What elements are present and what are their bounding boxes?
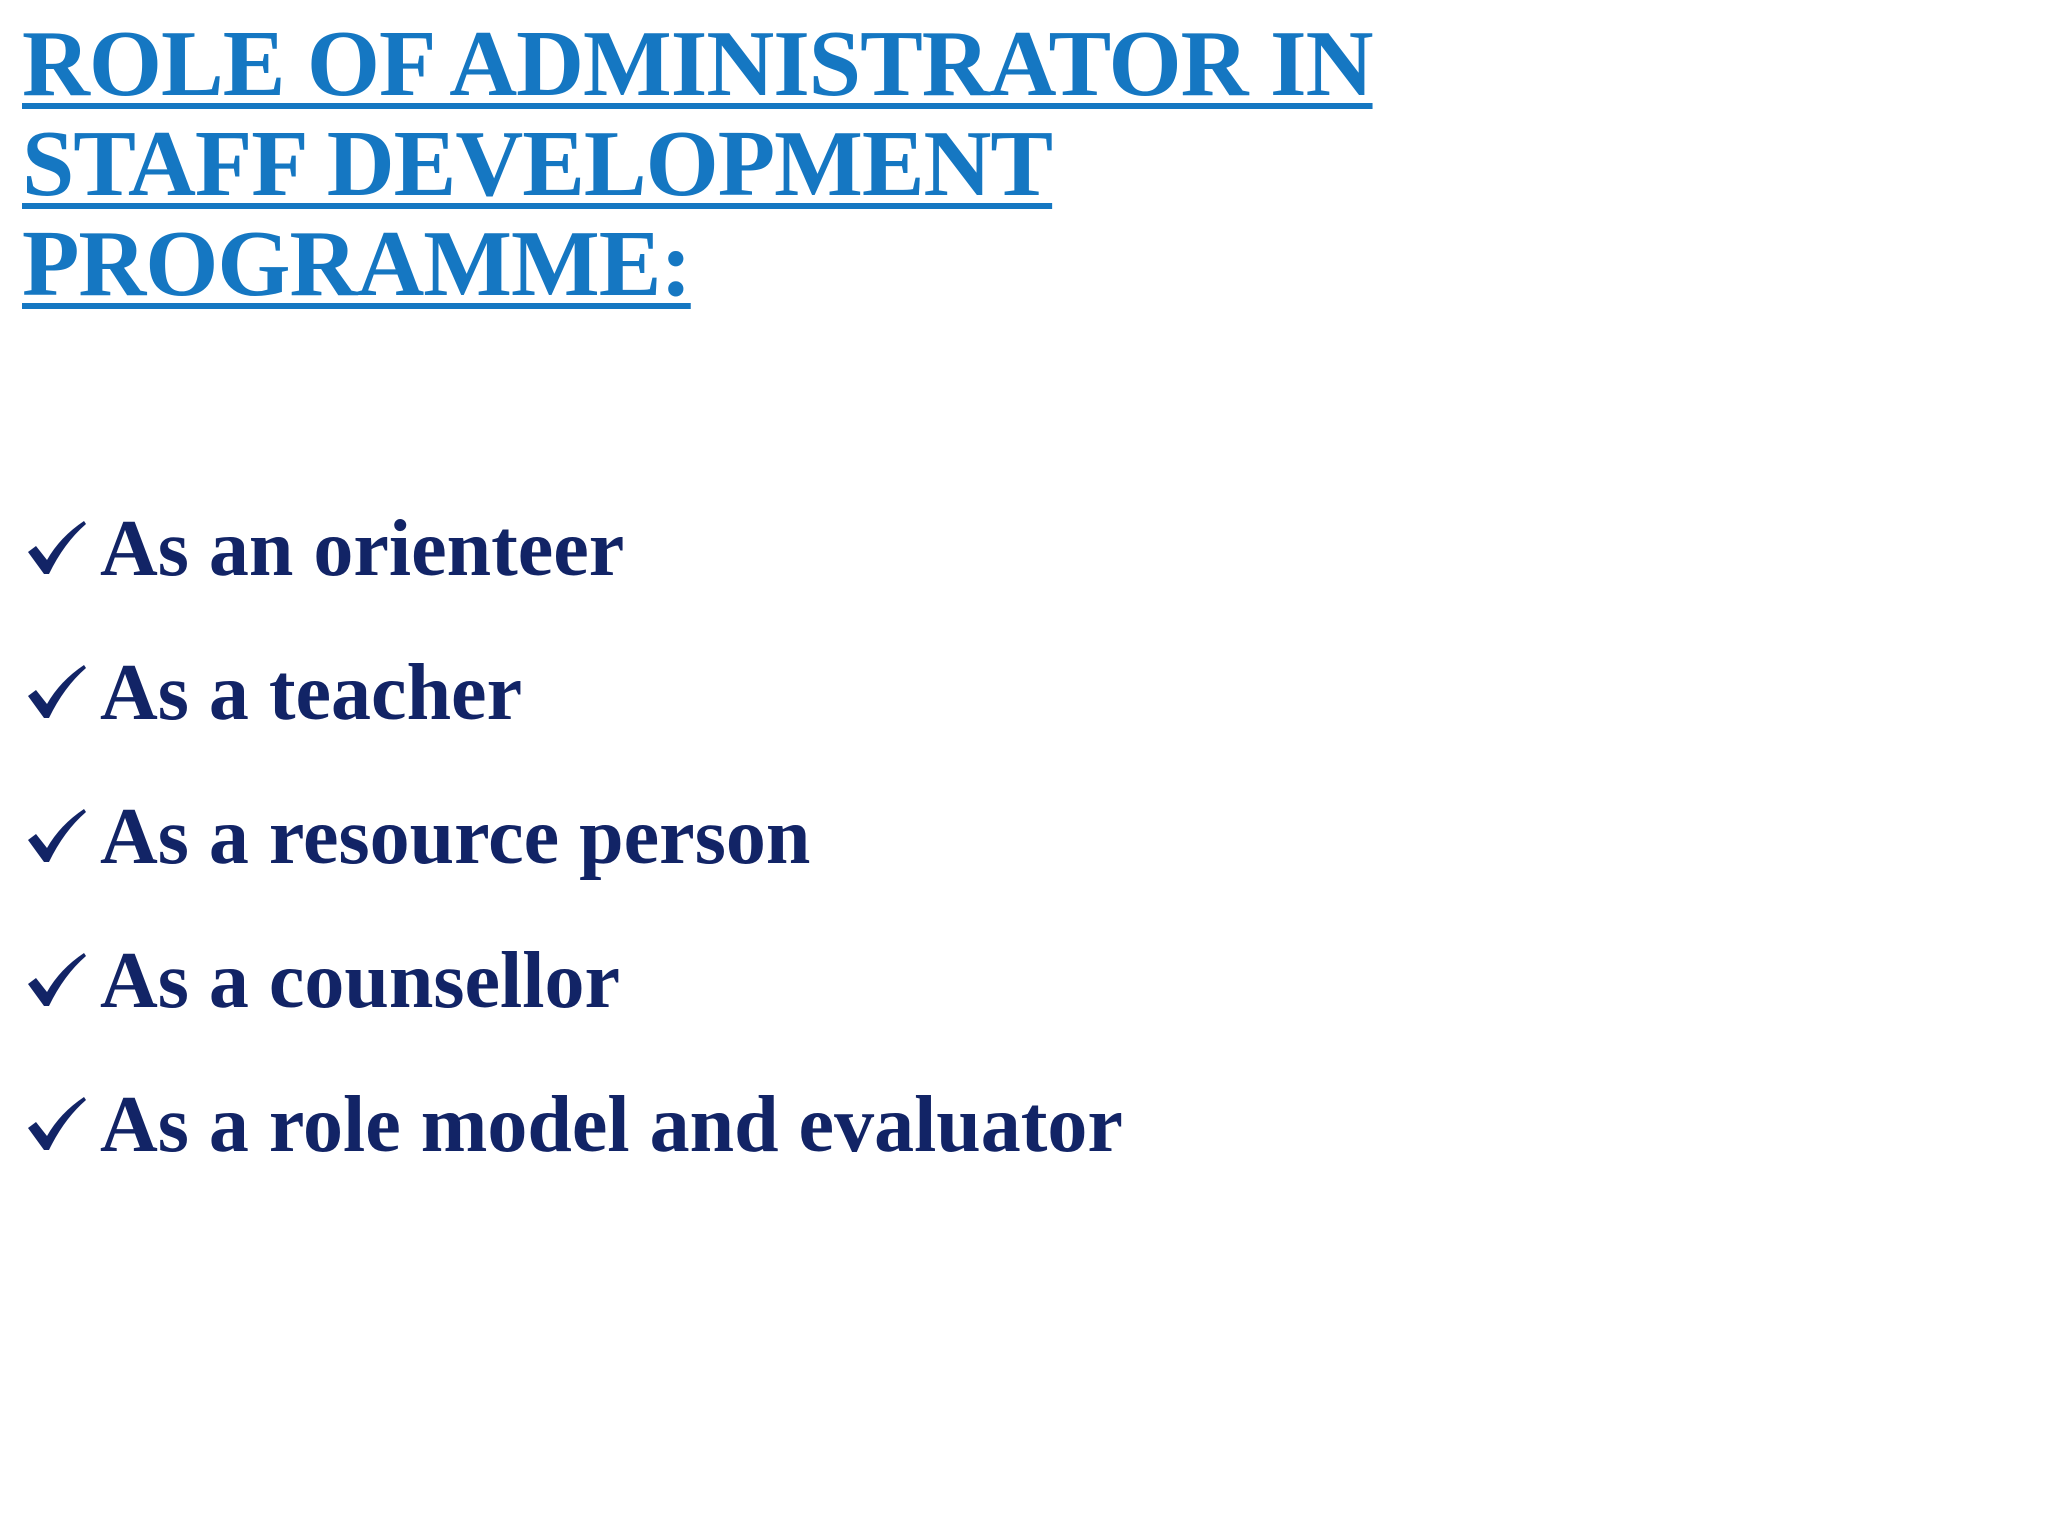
slide-title	[22, 14, 1522, 314]
bullet-text: As an orienteer	[100, 505, 625, 593]
checkmark-icon	[24, 519, 88, 579]
bullet-list	[24, 504, 1123, 1224]
bullet-text: As a resource person	[100, 793, 811, 881]
bullet-text: As a teacher	[100, 649, 523, 737]
bullet-item	[24, 936, 1123, 1026]
checkmark-icon	[24, 1095, 88, 1155]
title-line: PROGRAMME:	[22, 212, 691, 316]
bullet-item	[24, 648, 1123, 738]
bullet-item	[24, 504, 1123, 594]
bullet-item	[24, 1080, 1123, 1170]
bullet-item	[24, 792, 1123, 882]
title-line: ROLE OF ADMINISTRATOR IN	[22, 12, 1373, 116]
checkmark-icon	[24, 807, 88, 867]
bullet-text: As a role model and evaluator	[100, 1081, 1123, 1169]
bullet-text: As a counsellor	[100, 937, 620, 1025]
checkmark-icon	[24, 663, 88, 723]
title-line: STAFF DEVELOPMENT	[22, 112, 1053, 216]
checkmark-icon	[24, 951, 88, 1011]
